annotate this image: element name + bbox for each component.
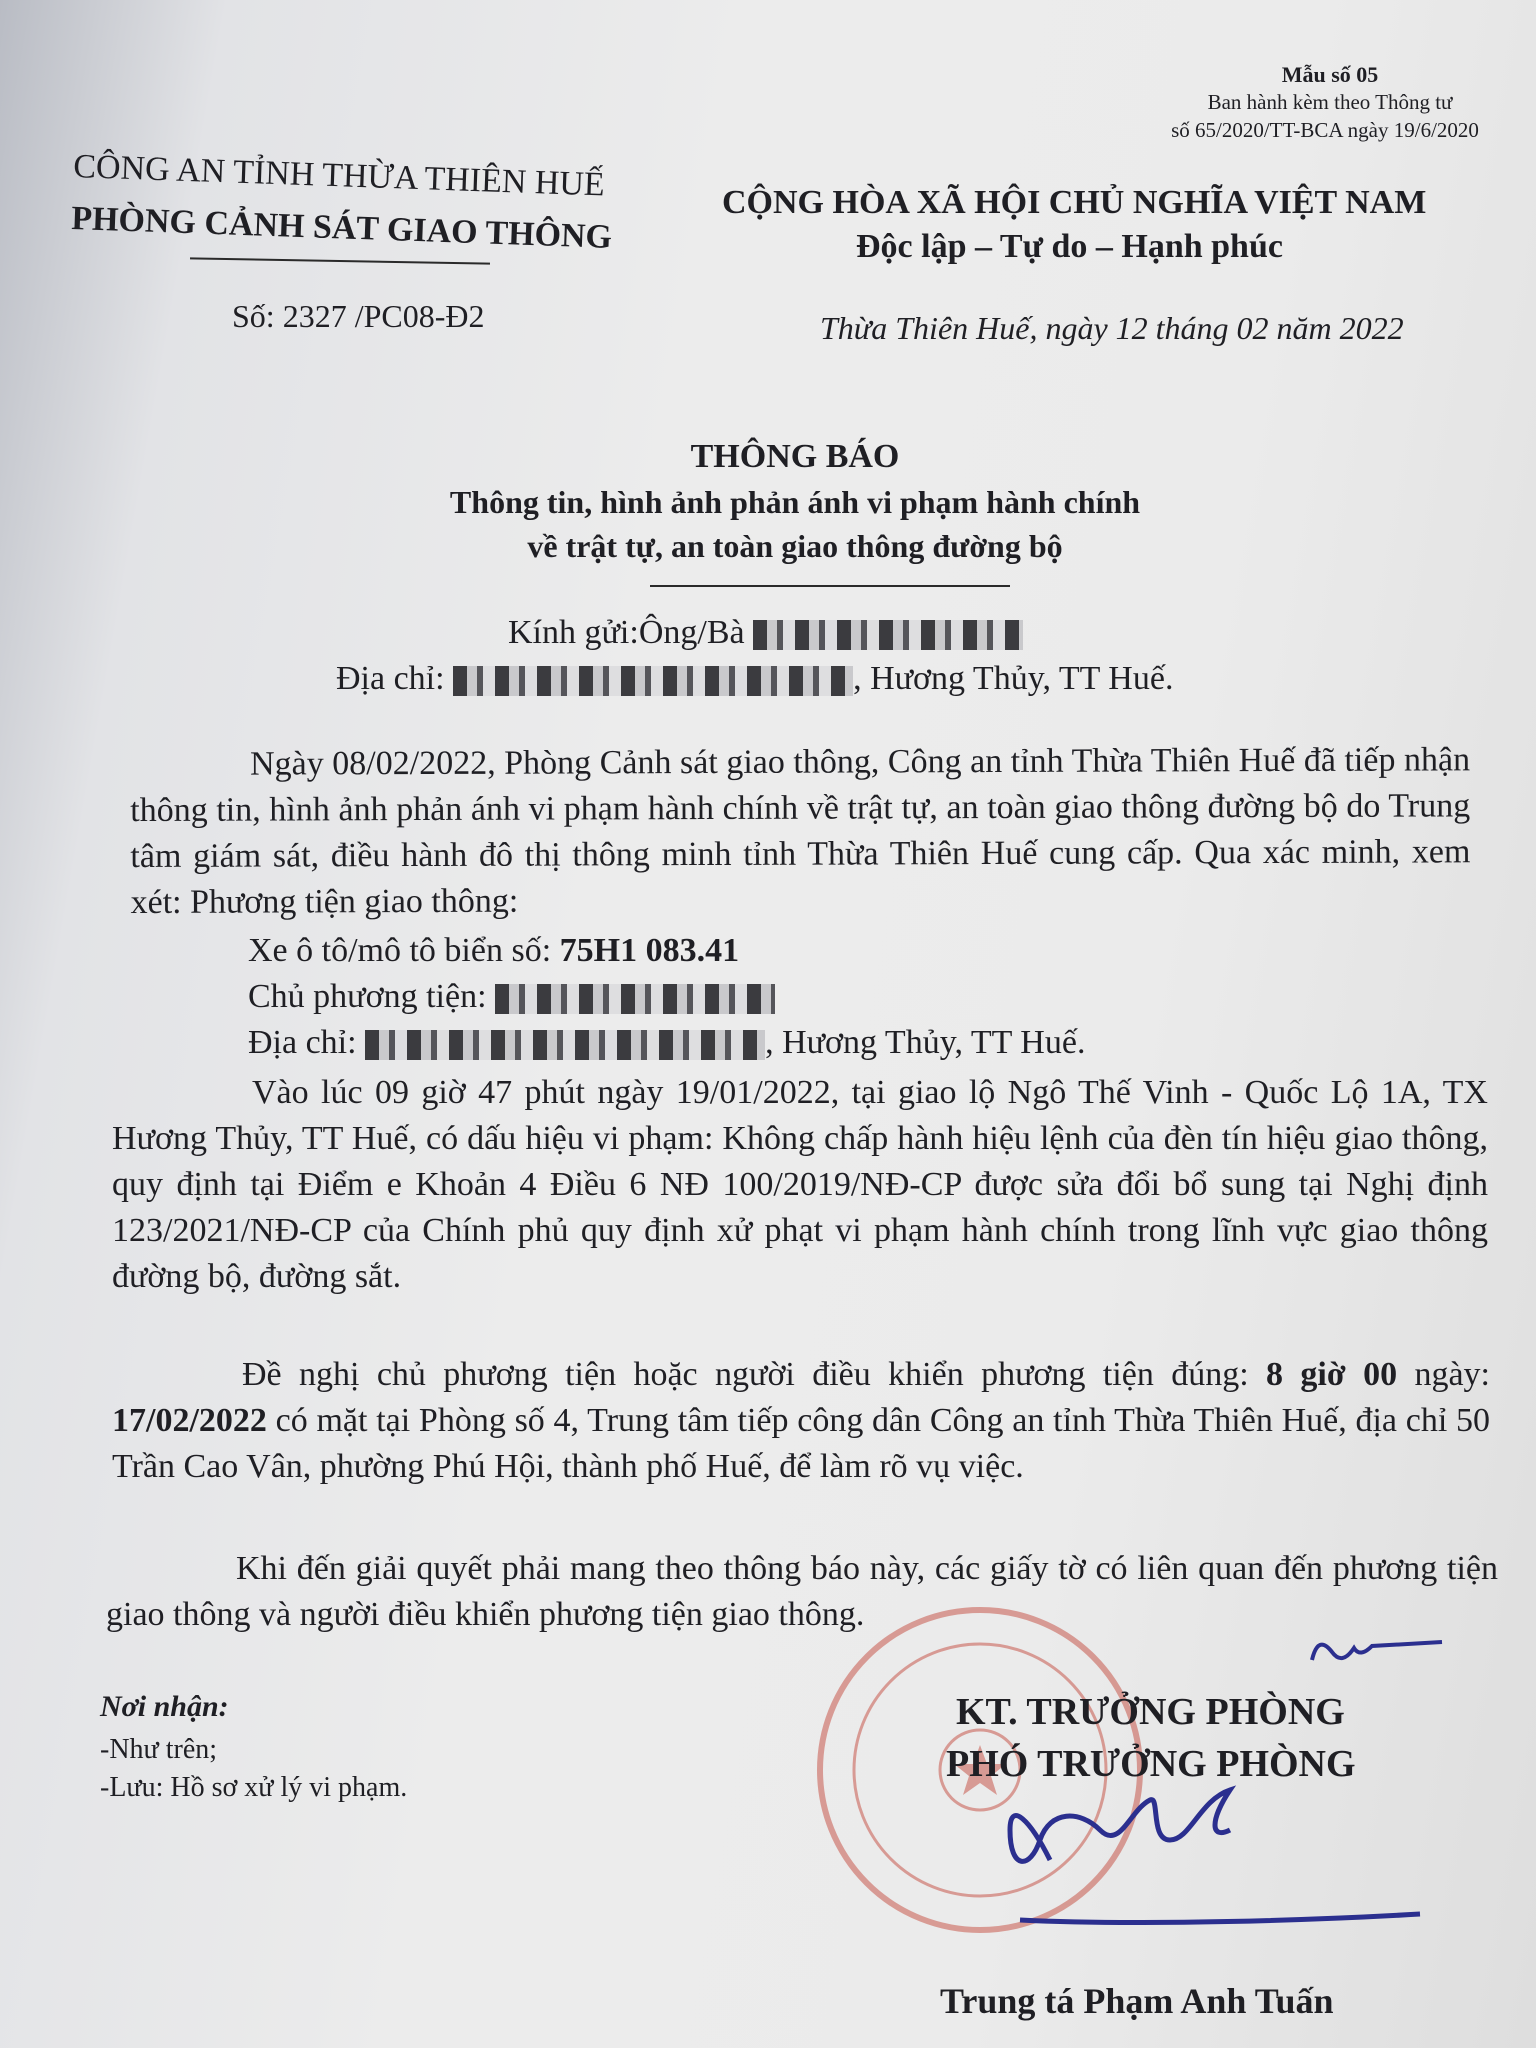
plate-value: 75H1 083.41 (559, 932, 740, 969)
address-label: Địa chỉ: (336, 660, 445, 697)
agency-name: PHÒNG CẢNH SÁT GIAO THÔNG (70, 200, 613, 256)
form-note-2: số 65/2020/TT-BCA ngày 19/6/2020 (1171, 118, 1479, 142)
signatory-name: Trung tá Phạm Anh Tuấn (940, 1981, 1334, 2021)
plate-label: Xe ô tô/mô tô biển số: (248, 932, 552, 969)
national-motto: Độc lập – Tự do – Hạnh phúc (856, 228, 1283, 265)
recipient-item-2: -Lưu: Hồ sơ xử lý vi phạm. (100, 1772, 408, 1803)
paragraph-2: Vào lúc 09 giờ 47 phút ngày 19/01/2022, tại giao lộ Ngô Thế Vinh - Quốc Lộ 1A, TX Hương Thủy, TT Huế, có dấu hiệu vi phạm: Không chấp hành hiệu lệnh của đèn tín hiệu giao thông, quy định tại Điểm e Khoản 4 Điều 6 NĐ 100/2019/NĐ-CP được sửa đổi bổ sung tại Nghị định 123/2021/NĐ-CP của Chính phủ quy định xử phạt vi phạm hành chính trong lĩnh vực giao thông đường bộ, đường sắt. (112, 1074, 1488, 1295)
form-note-1: Ban hành kèm theo Thông tư (1207, 90, 1453, 114)
appointment-time: 8 giờ 00 (1266, 1356, 1398, 1393)
document-subtitle-2: về trật tự, an toàn giao thông đường bộ (527, 528, 1063, 564)
recipient-greeting: Kính gửi:Ông/Bà (508, 614, 745, 651)
p3-text-a: Đề nghị chủ phương tiện hoặc người điều khiển phương tiện đúng: (242, 1356, 1249, 1393)
owner-address-label: Địa chỉ: (248, 1024, 357, 1061)
document-title: THÔNG BÁO (690, 438, 900, 475)
owner-label: Chủ phương tiện: (248, 978, 487, 1015)
p3-text-b: ngày: (1414, 1356, 1491, 1393)
appointment-date: 17/02/2022 (112, 1402, 267, 1439)
owner-address-tail: , Hương Thủy, TT Huế. (765, 1024, 1086, 1061)
agency-parent: CÔNG AN TỈNH THỪA THIÊN HUẾ (72, 148, 606, 204)
signatory-title-2: PHÓ TRƯỞNG PHÒNG (946, 1743, 1356, 1785)
national-title: CỘNG HÒA XÃ HỘI CHỦ NGHĨA VIỆT NAM (722, 184, 1427, 221)
recipient-item-1: -Như trên; (100, 1734, 218, 1765)
document-number: Số: 2327 /PC08-Đ2 (232, 298, 485, 334)
p3-text-c: có mặt tại Phòng số 4, Trung tâm tiếp công dân Công an tỉnh Thừa Thiên Huế, địa chỉ 50 Trần Cao Vân, phường Phú Hội, thành phố Huế, để làm rõ vụ việc. (112, 1402, 1491, 1485)
initial-mark (1312, 1642, 1442, 1660)
signatory-title-1: KT. TRƯỞNG PHÒNG (956, 1691, 1345, 1733)
form-number: Mẫu số 05 (1281, 62, 1379, 87)
paragraph-4: Khi đến giải quyết phải mang theo thông báo này, các giấy tờ có liên quan đến phương tiện giao thông và người điều khiển phương tiện giao thông. (106, 1550, 1498, 1633)
recipients-title: Nơi nhận: (100, 1690, 229, 1723)
paragraph-1: Ngày 08/02/2022, Phòng Cảnh sát giao thông, Công an tỉnh Thừa Thiên Huế đã tiếp nhận thông tin, hình ảnh phản ánh vi phạm hành chính về trật tự, an toàn giao thông đường bộ do Trung tâm giám sát, điều hành đô thị thông minh tỉnh Thừa Thiên Huế cung cấp. Qua xác minh, xem xét: Phương tiện giao thông: (130, 741, 1471, 921)
place-and-date: Thừa Thiên Huế, ngày 12 tháng 02 năm 2022 (820, 310, 1404, 346)
address-tail: , Hương Thủy, TT Huế. (853, 660, 1174, 697)
document-subtitle-1: Thông tin, hình ảnh phản ánh vi phạm hành chính (449, 484, 1141, 520)
